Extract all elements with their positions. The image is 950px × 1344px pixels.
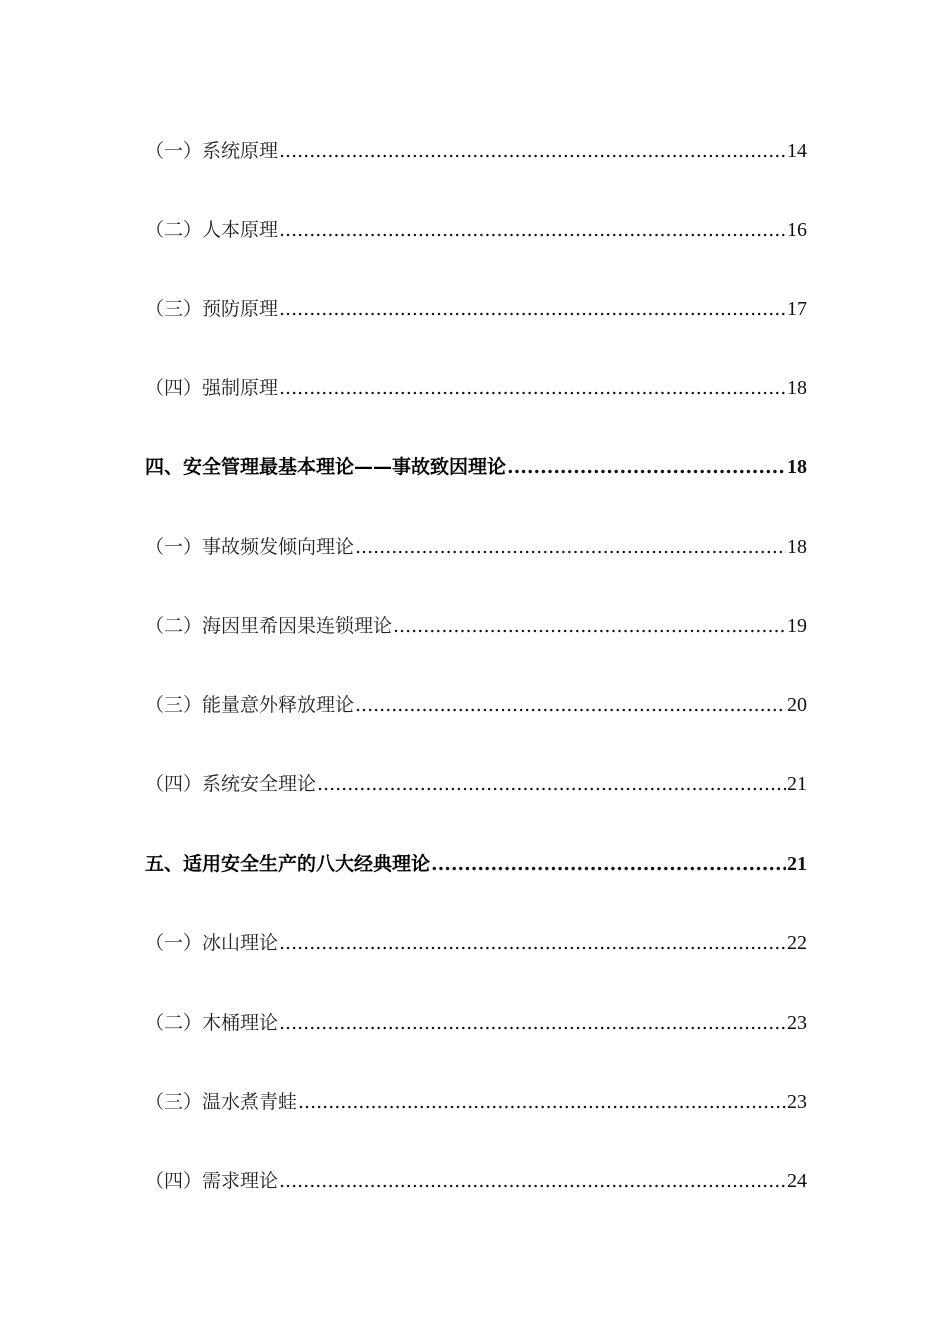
toc-entry-title: （三）温水煮青蛙 bbox=[145, 1091, 298, 1113]
toc-entry[interactable] bbox=[145, 1169, 807, 1193]
toc-entry-title: （二）木桶理论 bbox=[145, 1012, 279, 1034]
toc-page-number: 18 bbox=[787, 536, 807, 558]
toc-page-number: 21 bbox=[787, 773, 807, 795]
toc-dot-leader bbox=[393, 614, 786, 638]
toc-entry[interactable] bbox=[145, 218, 807, 242]
toc-dot-leader bbox=[355, 693, 786, 717]
toc-entry-title: （一）事故频发倾向理论 bbox=[145, 536, 355, 558]
toc-entry[interactable] bbox=[145, 693, 807, 717]
toc-dot-leader bbox=[298, 1090, 786, 1114]
toc-entry[interactable] bbox=[145, 139, 807, 163]
toc-dot-leader bbox=[279, 218, 786, 242]
toc-entry[interactable] bbox=[145, 772, 807, 796]
toc-entry-title: （三）能量意外释放理论 bbox=[145, 694, 355, 716]
toc-page-number: 19 bbox=[787, 615, 807, 637]
toc-page-number: 20 bbox=[787, 694, 807, 716]
toc-page-number: 22 bbox=[787, 932, 807, 954]
toc-entry-title: （二）人本原理 bbox=[145, 219, 279, 241]
toc-page-number: 17 bbox=[787, 298, 807, 320]
toc-dot-leader bbox=[431, 852, 786, 876]
toc-dot-leader bbox=[279, 1169, 786, 1193]
toc-entry[interactable] bbox=[145, 1090, 807, 1114]
toc-entry-title: （四）需求理论 bbox=[145, 1170, 279, 1192]
toc-entry[interactable] bbox=[145, 376, 807, 400]
toc-page-number: 16 bbox=[787, 219, 807, 241]
toc-page-number: 21 bbox=[787, 853, 807, 875]
toc-dot-leader bbox=[355, 535, 786, 559]
toc-entry-title: （二）海因里希因果连锁理论 bbox=[145, 615, 393, 637]
toc-dot-leader bbox=[279, 931, 786, 955]
toc-entry-title: （四）强制原理 bbox=[145, 377, 279, 399]
toc-entry-title: （一）系统原理 bbox=[145, 140, 279, 162]
toc-entry[interactable] bbox=[145, 297, 807, 321]
toc-dot-leader bbox=[279, 297, 786, 321]
toc-page-number: 18 bbox=[787, 456, 807, 478]
toc-dot-leader bbox=[317, 772, 786, 796]
toc-entry-title: 五、适用安全生产的八大经典理论 bbox=[145, 853, 431, 875]
toc-page-number: 14 bbox=[787, 140, 807, 162]
toc-section-entry[interactable] bbox=[145, 852, 807, 876]
toc-entry-title: 四、安全管理最基本理论——事故致因理论 bbox=[145, 456, 507, 478]
toc-dot-leader bbox=[279, 1011, 786, 1035]
toc-entry[interactable] bbox=[145, 1011, 807, 1035]
toc-dot-leader bbox=[279, 376, 786, 400]
toc-page-number: 18 bbox=[787, 377, 807, 399]
toc-page-number: 23 bbox=[787, 1091, 807, 1113]
toc-dot-leader bbox=[507, 455, 786, 479]
toc-page-number: 24 bbox=[787, 1170, 807, 1192]
toc-entry-title: （一）冰山理论 bbox=[145, 932, 279, 954]
toc-entry-title: （三）预防原理 bbox=[145, 298, 279, 320]
toc-section-entry[interactable] bbox=[145, 455, 807, 479]
toc-entry[interactable] bbox=[145, 614, 807, 638]
toc-dot-leader bbox=[279, 139, 786, 163]
toc-entry[interactable] bbox=[145, 931, 807, 955]
toc-entry-title: （四）系统安全理论 bbox=[145, 773, 317, 795]
toc-entry[interactable] bbox=[145, 535, 807, 559]
toc-page-number: 23 bbox=[787, 1012, 807, 1034]
